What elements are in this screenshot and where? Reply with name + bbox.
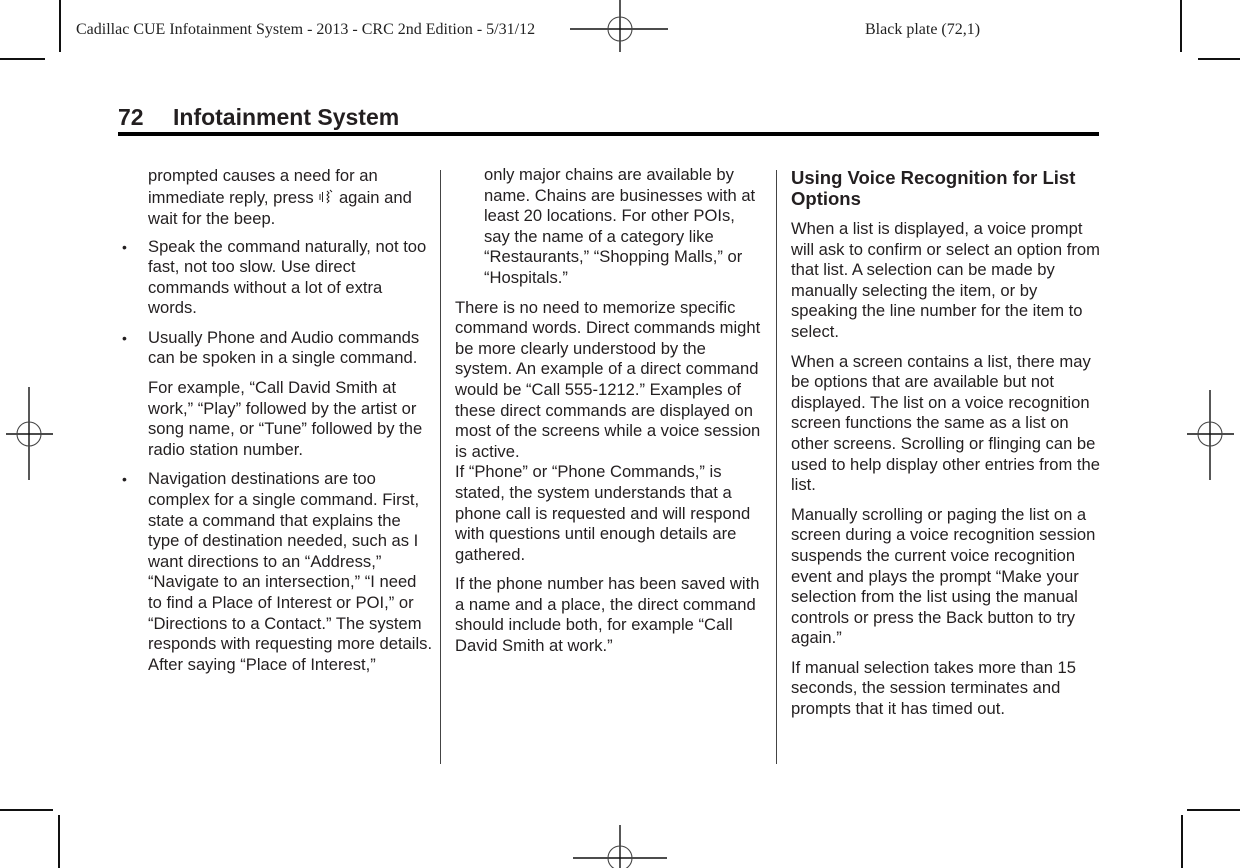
intro-paragraph (148, 165, 433, 230)
crop-mark-top-left-horizontal (0, 58, 45, 60)
list-item (122, 327, 433, 461)
continued-bullet-text: only major chains are available by name. Chains are businesses with at least 20 locations. For other POIs, say the name of a category like “Restaurants,” “Shopping Malls,” or “Hospitals.” (484, 165, 756, 287)
header-rule (118, 132, 1099, 136)
bullet-text: Usually Phone and Audio commands can be spoken in a single command. (148, 327, 420, 368)
list-item (122, 469, 433, 675)
registration-mark-bottom-icon (570, 810, 670, 868)
crop-mark-top-left-vertical (59, 0, 61, 52)
bullet-text: Speak the command naturally, not too fast, not too slow. Use direct commands without a lot of extra words. (148, 236, 427, 318)
crop-mark-top-right-horizontal (1198, 58, 1240, 60)
paragraph: When a screen contains a list, there may be options that are available but not displayed. The list on a voice recognition screen functions the same as a list on other screens. Scrolling or flinging can be used to help display other entries from the list. (791, 351, 1101, 495)
crop-mark-bottom-right-horizontal (1187, 809, 1240, 811)
intro-text-before-icon: prompted causes a need for an immediate reply, press (148, 166, 378, 207)
registration-mark-left-icon (0, 380, 60, 490)
registration-mark-top-icon (570, 0, 670, 56)
column-1 (122, 165, 433, 675)
crop-mark-bottom-left-horizontal (0, 809, 53, 811)
registration-mark-right-icon (1180, 390, 1240, 490)
paragraph: Manually scrolling or paging the list on a screen during a voice recognition session suspends the current voice recognition event and plays the prompt “Make your selection from the list using the manual controls or press the Back button to try again.” (791, 504, 1096, 648)
bullet-text: Navigation destinations are too complex for a single command. First, state a command that explains the type of destination needed, such as I want directions to an “Address,” “Navigate to an intersection,” “I need to find a Place of Interest or POI,” or “Directions to a Contact.” The system responds with requesting more details. After saying “Place of Interest,” (148, 469, 433, 674)
crop-mark-bottom-left-vertical (58, 815, 60, 868)
voice-recognition-icon (318, 187, 334, 209)
crop-mark-top-right-vertical (1180, 0, 1182, 52)
bullet-icon: • (122, 238, 127, 255)
paragraph: If “Phone” or “Phone Commands,” is stated, the system understands that a phone call is requested and will respond with questions until enough details are gathered. (455, 462, 751, 564)
print-slug-left: Cadillac CUE Infotainment System - 2013 - CRC 2nd Edition - 5/31/12 (76, 21, 536, 38)
section-heading: Using Voice Recognition for List Options (791, 167, 1076, 209)
paragraph: If the phone number has been saved with a name and a place, the direct command should include both, for example “Call David Smith at work.” (455, 574, 760, 656)
bullet-icon: • (122, 471, 127, 488)
page-number: 72 (118, 104, 144, 130)
column-3 (791, 167, 1101, 720)
bullet-icon: • (122, 329, 127, 346)
paragraph: When a list is displayed, a voice prompt will ask to confirm or select an option from that list. A selection can be made by manually selecting the item, or by speaking the line number for the item to select. (791, 219, 1100, 341)
crop-mark-bottom-right-vertical (1181, 815, 1183, 868)
section-title: Infotainment System (173, 104, 400, 130)
paragraph: If manual selection takes more than 15 seconds, the session terminates and prompts that it has timed out. (791, 657, 1077, 719)
column-divider-1 (440, 170, 441, 764)
list-item (122, 236, 433, 319)
column-2 (455, 165, 765, 657)
page-header (118, 104, 399, 131)
column-divider-2 (776, 170, 777, 764)
print-slug-right: Black plate (72,1) (865, 21, 981, 38)
intro-text-after-icon: again and wait for the beep. (148, 187, 412, 228)
paragraph: There is no need to memorize specific command words. Direct commands might be more clearly understood by the system. An example of a direct command would be “Call 555-1212.” Examples of these direct commands are displayed on most of the screens while a voice session is active. (455, 297, 761, 461)
example-paragraph: For example, “Call David Smith at work,” “Play” followed by the artist or song name, or “Tune” followed by the radio station number. (148, 378, 423, 459)
